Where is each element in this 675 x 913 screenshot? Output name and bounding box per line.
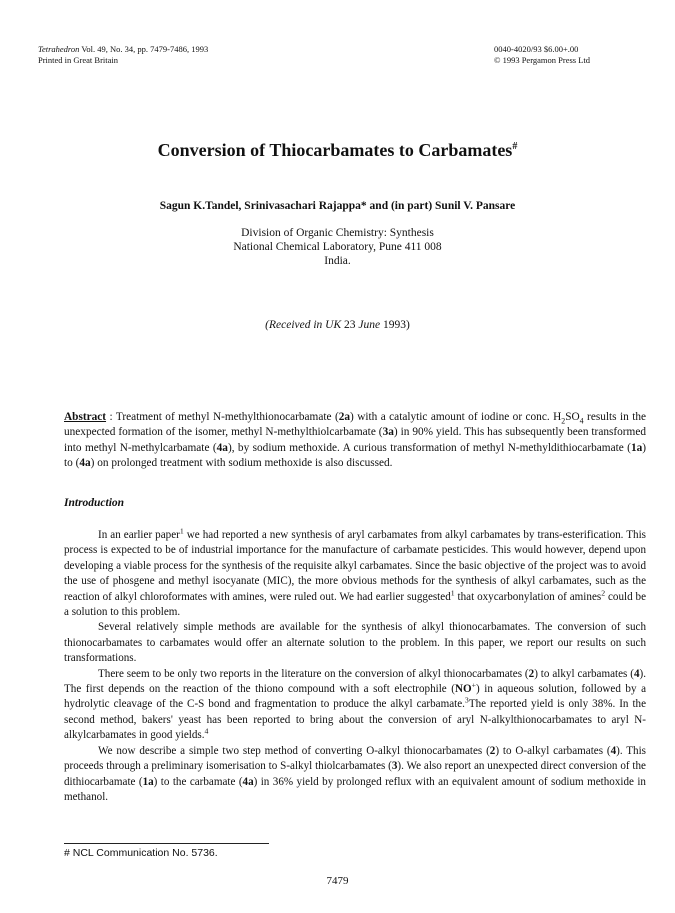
subscript: 2: [561, 416, 566, 426]
compound-ref: 4a: [79, 456, 91, 469]
text: We now describe a simple two step method of converting O-alkyl thionocarbamates (: [98, 744, 490, 757]
text: could be a solution to this problem.: [64, 590, 646, 619]
abstract: [64, 410, 646, 471]
paragraph: Several relatively simple methods are available for the synthesis of alkyl thionocarbamates. The conversion of such thionocarbamates to carbamates would offer an alternate solution to the problem. In this paper, we report our results on such transformations.: [64, 621, 646, 665]
page-number: 7479: [326, 875, 349, 887]
printed-in: Printed in Great Britain: [38, 55, 119, 65]
text: we had reported a new synthesis of aryl carbamates from alkyl carbamates by trans-esterification. This process is expected to be of industrial importance for the manufacture of carbamate pesticides. This would however, depend upon developing a viable process for the synthesis of the requisite alkyl carbamates. Since the basic objective of the project was to avoid the use of phosgene and methyl isocyanate (MIC), the more obvious methods for the synthesis of alkyl carbamates, such as the reaction of alkyl chloroformates with amines, were ruled out. We had earlier suggested: [64, 529, 647, 603]
affiliation-line-2: National Chemical Laboratory, Pune 411 008: [233, 241, 442, 253]
authors: Sagun K.Tandel, Srinivasachari Rajappa* and (in part) Sunil V. Pansare: [159, 200, 516, 212]
text: The reported yield is only 38%. In the second method, bakers' yeast has been reported to bring about the conversion of aryl N-alkylthionocarbamates to aryl N-alkylcarbamates in good yields.: [64, 698, 646, 742]
text: ) to the carbamate (: [153, 775, 243, 788]
paragraph: [64, 528, 646, 620]
compound-ref: 2: [528, 667, 535, 680]
received-year: 1993): [383, 319, 410, 331]
received-day: 23: [344, 319, 356, 331]
received-month: June: [358, 319, 381, 331]
affiliation-line-3: India.: [324, 255, 351, 267]
title-text: Conversion of Thiocarbamates to Carbamates: [157, 140, 513, 160]
price-header: [494, 44, 644, 66]
received-date: [0, 319, 675, 331]
abstract-text: ), by sodium methoxide. A curious transformation of methyl N-methyldithiocarbamate (: [227, 441, 631, 454]
title-mark: #: [512, 141, 518, 152]
text: There seem to be only two reports in the literature on the conversion of alkyl thionocarbamates (: [98, 667, 529, 680]
compound-ref: 4: [610, 744, 617, 757]
compound-ref: 3: [391, 760, 398, 773]
compound-ref: 2a: [338, 411, 351, 423]
section-heading-introduction: Introduction: [64, 497, 125, 509]
text: that oxycarbonylation of amines: [454, 590, 602, 603]
reference-mark: 1: [179, 526, 184, 536]
affiliation: [0, 226, 675, 268]
abstract-text: ) on prolonged treatment with sodium methoxide is also discussed.: [90, 456, 393, 469]
footnote-divider: [64, 843, 269, 844]
paper-title: [0, 140, 675, 161]
text: ). This proceeds through a preliminary isomerisation to S-alkyl thiolcarbamates (: [64, 744, 646, 773]
paragraph: [64, 744, 646, 806]
footnote: # NCL Communication No. 5736.: [64, 847, 218, 859]
affiliation-line-1: Division of Organic Chemistry: Synthesis: [241, 227, 434, 239]
text: ) in aqueous solution, followed by a hydrolytic cleavage of the C-S bond and fragmentation to produce the alkyl carbamate.: [64, 683, 646, 711]
compound-ref: 1a: [142, 775, 154, 788]
abstract-text: SO: [565, 411, 580, 423]
journal-header: [38, 44, 208, 66]
compound-ref: 4a: [216, 441, 228, 454]
abstract-text: results in the unexpected formation of the isomer, methyl N-methylthiolcarbamate (: [64, 411, 646, 439]
reference-mark: 1: [450, 587, 455, 597]
reference-mark: 3: [464, 695, 469, 705]
compound-ref: 4: [633, 667, 640, 680]
paragraph: [64, 667, 646, 744]
text: ) in 36% yield by prolonged reflux with an equivalent amount of sodium methoxide in methanol.: [64, 775, 646, 803]
copyright: © 1993 Pergamon Press Ltd: [494, 55, 591, 65]
subscript: 4: [579, 416, 584, 426]
compound-ref: 1a: [630, 441, 643, 454]
compound-ref: 3a: [382, 426, 394, 439]
text: ). We also report an unexpected direct conversion of the dithiocarbamate (: [64, 760, 646, 788]
compound-ref: 2: [489, 744, 496, 757]
body-text: [64, 528, 646, 805]
abstract-text: : Treatment of methyl N-methylthionocarbamate (: [106, 411, 339, 423]
text: ) to O-alkyl carbamates (: [495, 744, 611, 757]
received-prefix: (Received in UK: [265, 319, 342, 331]
compound-ref: 4a: [242, 775, 254, 788]
journal-name: Tetrahedron: [38, 44, 80, 54]
text: ) to alkyl carbamates (: [534, 667, 634, 680]
compound-ref: NO: [454, 683, 472, 696]
reference-mark: 2: [601, 587, 606, 597]
abstract-text: ) in 90% yield. This has subsequently been transformed into methyl N-methylcarbamate (: [64, 426, 646, 454]
price-code: 0040-4020/93 $6.00+.00: [494, 44, 579, 54]
journal-citation: [38, 44, 208, 55]
citation-text: Vol. 49, No. 34, pp. 7479-7486, 1993: [81, 44, 209, 54]
abstract-label: Abstract: [64, 411, 107, 423]
text: ). The first depends on the reaction of the thiono compound with a soft electrophile (: [64, 667, 646, 696]
abstract-text: ) to (: [64, 441, 646, 469]
text: In an earlier paper: [98, 529, 180, 541]
superscript: +: [471, 680, 476, 690]
abstract-text: ) with a catalytic amount of iodine or conc. H: [350, 411, 562, 423]
reference-mark: 4: [204, 726, 209, 736]
